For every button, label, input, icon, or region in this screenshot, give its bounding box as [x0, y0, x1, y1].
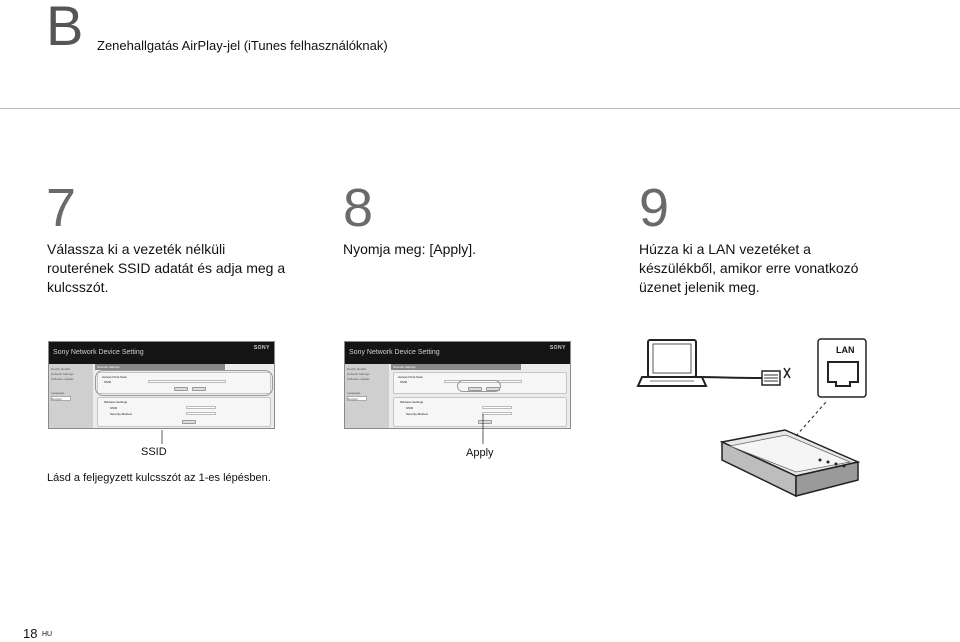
language-value: English [348, 397, 358, 401]
sony-logo: SONY [253, 345, 270, 351]
step-7-number: 7 [46, 178, 77, 238]
lan-label: LAN [836, 345, 855, 355]
apply-caption: Apply [466, 447, 494, 459]
page-number: 18 [23, 626, 38, 641]
ssid-caption: SSID [141, 446, 167, 458]
lan-cable-icon [694, 368, 790, 385]
wireless-label: Wireless Settings [400, 400, 424, 404]
step-9-line: készülékből, amikor erre vonatkozó [639, 260, 859, 276]
step-9-line: üzenet jelenik meg. [639, 279, 760, 295]
language-label: Language [347, 391, 361, 395]
screenshot-title: Sony Network Device Setting [53, 349, 144, 356]
laptop-icon [638, 340, 706, 386]
section-letter: B [46, 0, 84, 57]
sidebar-item: Device Details [347, 367, 367, 371]
sony-logo: SONY [549, 345, 566, 351]
step-7-line: Válassza ki a vezeték nélküli [47, 241, 226, 257]
section-title: Zenehallgatás AirPlay-jel (iTunes felhasználóknak) [97, 38, 388, 53]
page-language: HU [42, 631, 53, 638]
access-label: Access Point Scan [102, 375, 128, 379]
sidebar-item: Device Details [51, 367, 71, 371]
step-7-line: kulcsszót. [47, 279, 109, 295]
ssid-label: SSID [104, 380, 112, 384]
step-7-line: routerének SSID adatát és adja meg a [47, 260, 286, 276]
sidebar-item: Network Settings [347, 372, 370, 376]
speaker-icon [722, 402, 858, 496]
ssid-label-2: SSID [110, 406, 118, 410]
security-label: Security Method [406, 412, 428, 416]
note-text: Lásd a feljegyzett kulcsszót az 1-es lépésben. [47, 472, 271, 484]
wireless-label: Wireless Settings [104, 400, 128, 404]
step-9-line: Húzza ki a LAN vezetéket a [639, 241, 811, 257]
screenshot-title: Sony Network Device Setting [349, 349, 440, 356]
language-value: English [52, 397, 62, 401]
section-bar: Network Settings [391, 364, 521, 370]
step-9-number: 9 [639, 178, 670, 238]
section-bar: Network Settings [95, 364, 225, 370]
access-label: Access Point Scan [398, 375, 424, 379]
lan-illustration [630, 334, 880, 514]
sidebar-item: Software Update [347, 377, 370, 381]
language-label: Language [51, 391, 65, 395]
security-label: Security Method [110, 412, 132, 416]
ssid-label: SSID [400, 380, 408, 384]
sidebar-item: Software Update [51, 377, 74, 381]
step-8-number: 8 [343, 178, 374, 238]
step-8-line: Nyomja meg: [Apply]. [343, 241, 477, 257]
sidebar-item: Network Settings [51, 372, 74, 376]
ssid-label-2: SSID [406, 406, 414, 410]
